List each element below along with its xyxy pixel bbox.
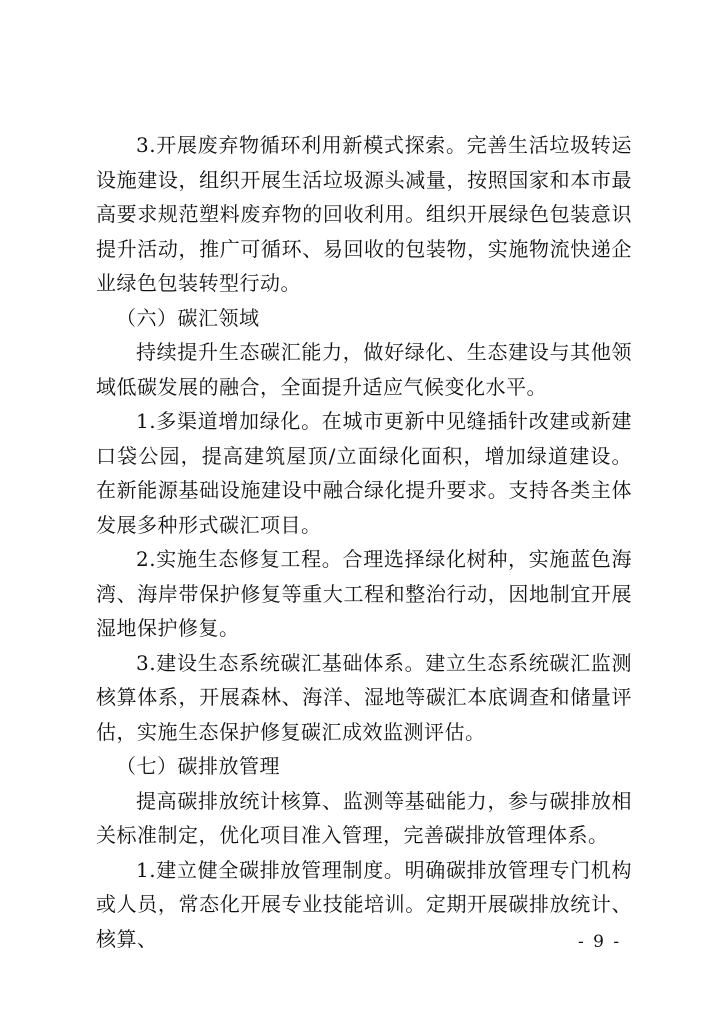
paragraph-carbon-sink-system: 3.建设生态系统碳汇基础体系。建立生态系统碳汇监测核算体系，开展森林、海洋、湿地等碳汇本底调查和储量评估，实施生态保护修复碳汇成效监测评估。 bbox=[96, 650, 632, 744]
paragraph-ecological-restoration: 2.实施生态修复工程。合理选择绿化树种，实施蓝色海湾、海岸带保护修复等重大工程和整治行动，因地制宜开展湿地保护修复。 bbox=[96, 547, 632, 640]
section-heading-carbon-sink: （六）碳汇领域 bbox=[116, 305, 260, 330]
paragraph-emission-management-system: 1.建立健全碳排放管理制度。明确碳排放管理专门机构或人员，常态化开展专业技能培训。定期开展碳排放统计、核算、 bbox=[96, 857, 632, 951]
section-heading-emission-management: （七）碳排放管理 bbox=[116, 754, 280, 778]
paragraph-waste-recycling: 3.开展废弃物循环利用新模式探索。完善生活垃圾转运设施建设，组织开展生活垃圾源头减量，按照国家和本市最高要求规范塑料废弃物的回收利用。组织开展绿色包装意识提升活动，推广可循环、易回收的包装物，实施物流快递企业绿色包装转型行动。 bbox=[96, 133, 632, 295]
paragraph-greening: 1.多渠道增加绿化。在城市更新中见缝插针改建或新建口袋公园，提高建筑屋顶/立面绿化面积，增加绿道建设。在新能源基础设施建设中融合绿化提升要求。支持各类主体发展多种形式碳汇项目。 bbox=[96, 409, 632, 537]
paragraph-carbon-sink-intro: 持续提升生态碳汇能力，做好绿化、生态建设与其他领域低碳发展的融合，全面提升适应气候变化水平。 bbox=[96, 340, 632, 399]
paragraph-emission-management-intro: 提高碳排放统计核算、监测等基础能力，参与碳排放相关标准制定，优化项目准入管理，完善碳排放管理体系。 bbox=[96, 788, 632, 847]
document-body bbox=[96, 128, 632, 956]
page-number: - 9 - bbox=[578, 932, 622, 952]
